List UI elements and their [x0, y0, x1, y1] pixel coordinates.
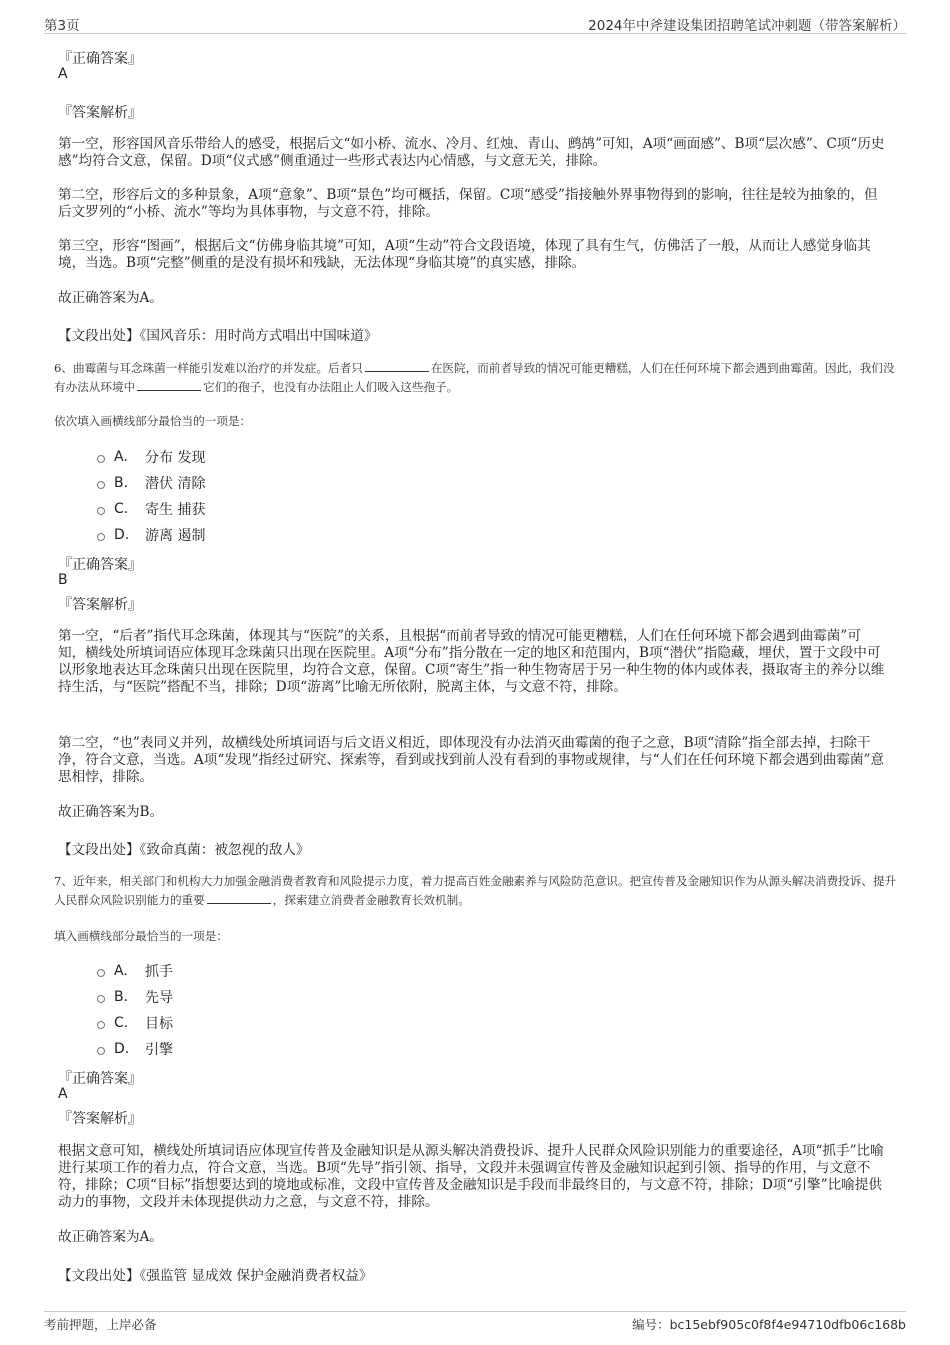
page-number: 第3页	[44, 18, 80, 34]
radio-icon[interactable]	[97, 1021, 105, 1029]
correct-answer-value: B	[58, 572, 68, 588]
radio-icon[interactable]	[97, 507, 105, 515]
analysis-label: 『答案解析』	[58, 1111, 142, 1127]
option-a[interactable]: A. 分布 发现	[97, 447, 205, 467]
conclusion: 故正确答案为A。	[58, 1229, 163, 1245]
question-stem: 6、曲霉菌与耳念珠菌一样能引发难以治疗的并发症。后者只 在医院，而前者导致的情况可能更糟糕，人们在任何环境下都会遇到曲霉菌。因此，我们没有办法从环境中 它们的孢子，也没有办法阻止人们吸入这些孢子。	[54, 361, 895, 394]
analysis-label: 『答案解析』	[58, 105, 142, 121]
analysis-paragraph: 第二空，“也”表同义并列，故横线处所填词语与后文语义相近，即体现没有办法消灭曲霉菌的孢子之意，B项“清除”指全部去掉，扫除干净，符合文意，当选。A项“发现”指经过研究、探索等，看到或找到前人没有看到的事物或规律，与“人们在任何环境下都会遇到曲霉菌”意思相悖，排除。	[58, 735, 885, 785]
analysis-paragraph: 第一空，形容国风音乐带给人的感受，根据后文“如小桥、流水、冷月、红烛、青山、鹧鸪”可知，A项“画面感”、B项“层次感”、C项“历史感”均符合文意，保留。D项“仪式感”侧重通过一些形式表达内心情感，与文意无关，排除。	[58, 136, 885, 169]
analysis-paragraph: 第三空，形容“图画”，根据后文“仿佛身临其境”可知，A项“生动”符合文段语境，体现了具有生气，仿佛活了一般，从而让人感觉身临其境，当选。B项“完整”侧重的是没有损坏和残缺，无法体现“身临其境”的真实感，排除。	[58, 238, 871, 271]
correct-answer-value: A	[58, 66, 68, 82]
radio-icon[interactable]	[97, 995, 105, 1003]
source-citation: 【文段出处】《强监管 显成效 保护金融消费者权益》	[58, 1268, 373, 1284]
option-a[interactable]: A. 抓手	[97, 961, 173, 981]
option-d[interactable]: D. 引擎	[97, 1039, 173, 1059]
source-citation: 【文段出处】《国风音乐：用时尚方式唱出中国味道》	[58, 328, 378, 344]
analysis-label: 『答案解析』	[58, 597, 142, 613]
option-b[interactable]: B. 先导	[97, 987, 173, 1007]
radio-icon[interactable]	[97, 533, 105, 541]
conclusion: 故正确答案为A。	[58, 290, 163, 306]
question-prompt: 填入画横线部分最恰当的一项是：	[54, 929, 228, 943]
blank-line	[137, 379, 201, 391]
option-b[interactable]: B. 潜伏 清除	[97, 473, 205, 493]
question-prompt: 依次填入画横线部分最恰当的一项是：	[54, 414, 252, 428]
radio-icon[interactable]	[97, 455, 105, 463]
radio-icon[interactable]	[97, 481, 105, 489]
radio-icon[interactable]	[97, 1047, 105, 1055]
document-title: 2024年中斧建设集团招聘笔试冲刺题（带答案解析）	[588, 18, 906, 34]
blank-line	[365, 360, 429, 372]
correct-answer-label: 『正确答案』	[58, 51, 142, 67]
correct-answer-value: A	[58, 1086, 68, 1102]
correct-answer-label: 『正确答案』	[58, 557, 142, 573]
analysis-paragraph: 第二空，形容后文的多种景象，A项“意象”、B项“景色”均可概括，保留。C项“感受”指接触外界事物得到的影响，往往是较为抽象的，但后文罗列的“小桥、流水”等均为具体事物，与文意不符，排除。	[58, 187, 878, 220]
correct-answer-label: 『正确答案』	[58, 1071, 142, 1087]
blank-line	[207, 892, 271, 904]
option-d[interactable]: D. 游离 遏制	[97, 525, 205, 545]
document-code: 编号：bc15ebf905c0f8f4e94710dfb06c168b	[632, 1317, 906, 1332]
footer-divider	[44, 1311, 906, 1312]
analysis-paragraph: 第一空，“后者”指代耳念珠菌，体现其与“医院”的关系，且根据“而前者导致的情况可能更糟糕，人们在任何环境下都会遇到曲霉菌”可知，横线处所填词语应体现耳念珠菌只出现在医院里。A项“分布”指分散在一定的地区和范围内，B项“潜伏”指隐藏，埋伏，置于文段中可以形象地表达耳念珠菌只出现在医院里，均符合文意，保留。C项“寄生”指一种生物寄居于另一种生物的体内或体表，摄取寄主的养分以维持生活，与“医院”搭配不当，排除；D项“游离”比喻无所依附，脱离主体，与文意不符，排除。	[58, 628, 885, 695]
footer-slogan: 考前押题，上岸必备	[44, 1317, 157, 1332]
radio-icon[interactable]	[97, 969, 105, 977]
analysis-paragraph: 根据文意可知，横线处所填词语应体现宣传普及金融知识是从源头解决消费投诉、提升人民群众风险识别能力的重要途径，A项“抓手”比喻进行某项工作的着力点，符合文意，当选。B项“先导”指引领、指导，文段并未强调宣传普及金融知识起到引领、指导的作用，与文意不符，排除；C项“目标”指想要达到的境地或标准，文段中宣传普及金融知识是手段而非最终目的，与文意不符，排除；D项“引擎”比喻提供动力的事物，文段并未体现提供动力之意，与文意不符，排除。	[58, 1143, 884, 1210]
question-stem: 7、近年来，相关部门和机构大力加强金融消费者教育和风险提示力度，着力提高百姓金融素养与风险防范意识。把宣传普及金融知识作为从源头解决消费投诉、提升人民群众风险识别能力的重要 ，探索建立消费者金融教育长效机制。	[54, 874, 897, 907]
header-divider	[44, 33, 906, 34]
option-c[interactable]: C. 目标	[97, 1013, 173, 1033]
source-citation: 【文段出处】《致命真菌：被忽视的敌人》	[58, 842, 310, 858]
option-c[interactable]: C. 寄生 捕获	[97, 499, 205, 519]
conclusion: 故正确答案为B。	[58, 804, 164, 820]
